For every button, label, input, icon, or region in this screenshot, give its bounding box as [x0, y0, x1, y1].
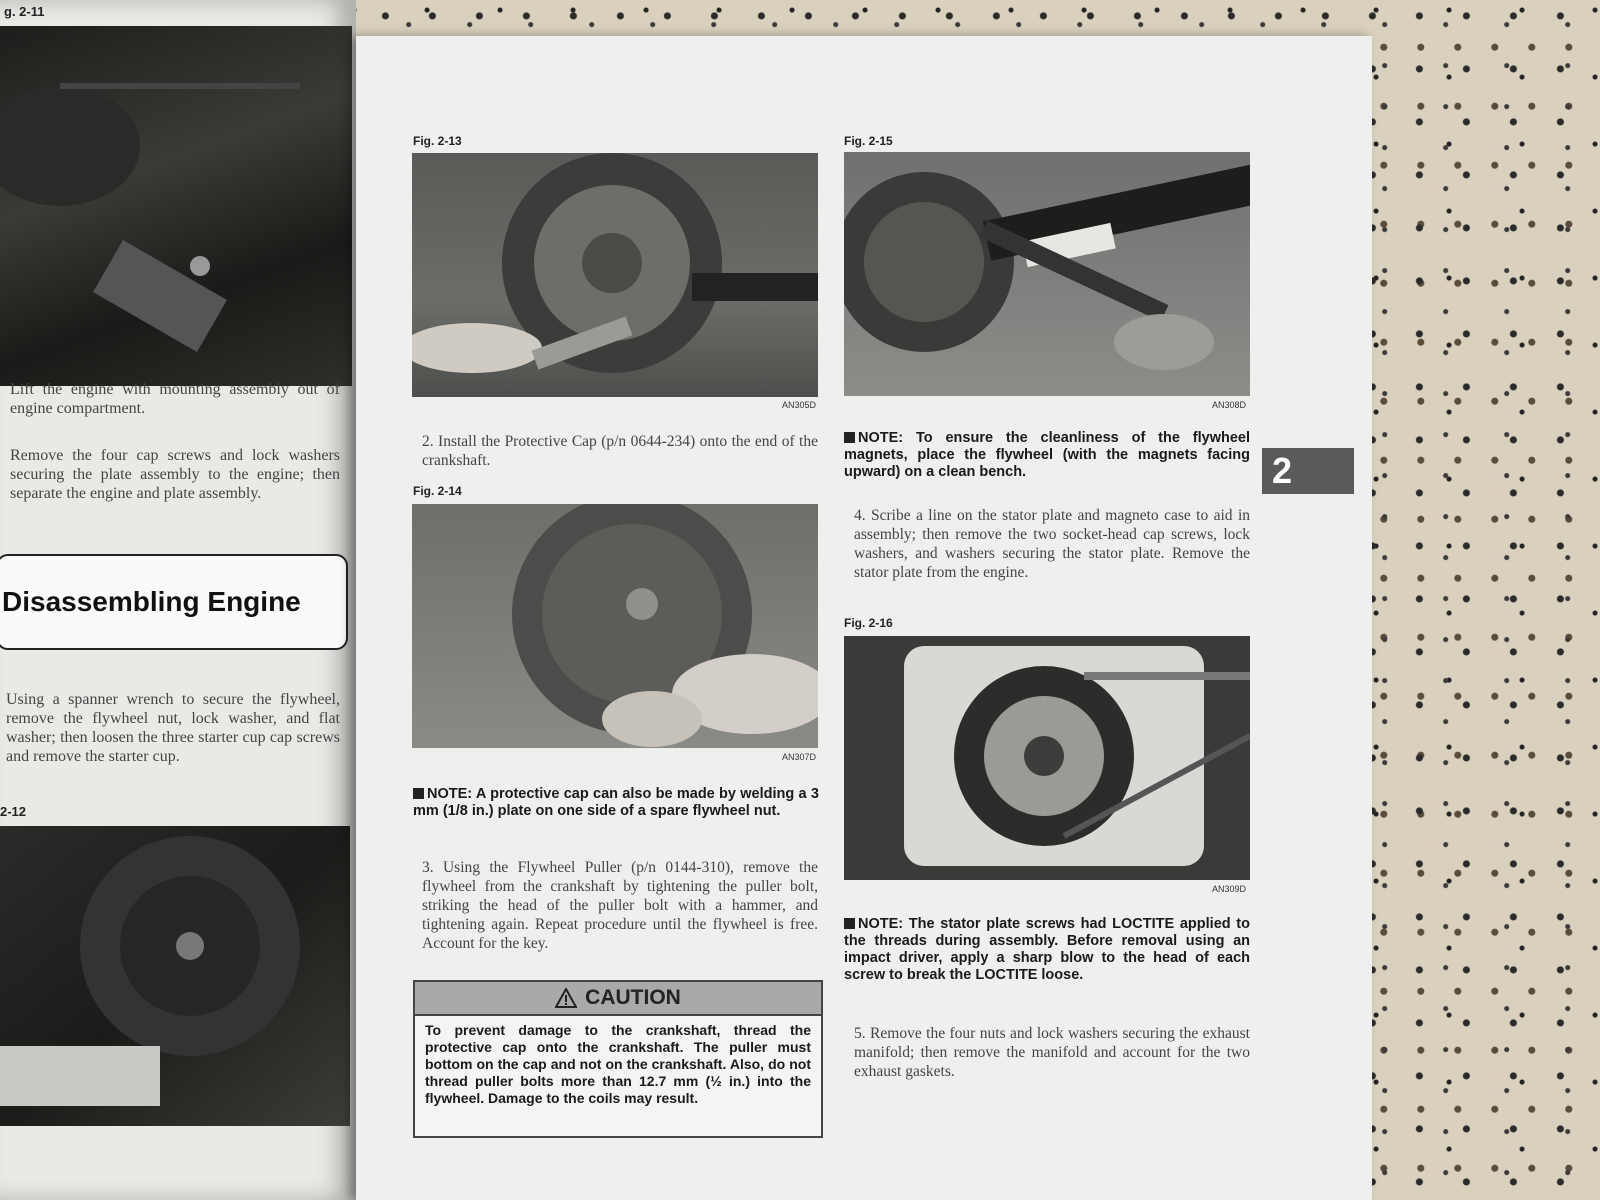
- section-tab: 2: [1262, 448, 1354, 494]
- note-square-icon: [413, 788, 424, 799]
- fig-2-16-label: Fig. 2-16: [844, 616, 893, 630]
- fig-2-12-photo: [0, 826, 350, 1126]
- fig-2-13-label: Fig. 2-13: [413, 134, 462, 148]
- note-1-text: NOTE: A protective cap can also be made by welding a 3 mm (1/8 in.) plate on one side of a spare flywheel nut.: [413, 786, 819, 819]
- note-2: [844, 430, 1250, 481]
- fig-2-15-label: Fig. 2-15: [844, 134, 893, 148]
- left-paragraph-3: Using a spanner wrench to secure the flywheel, remove the flywheel nut, lock washer, and flat washer; then loosen the three starter cup cap screws and remove the starter cup.: [6, 691, 340, 765]
- note-2-text: NOTE: To ensure the cleanliness of the flywheel magnets, place the flywheel (with the magnets facing upward) on a clean bench.: [844, 430, 1250, 480]
- fig-2-12-label: 2-12: [0, 804, 27, 819]
- flywheel-nut-photo-graphic: [412, 504, 818, 748]
- protective-cap-photo-graphic: [412, 153, 818, 397]
- flywheel-puller-photo-graphic: [844, 152, 1250, 396]
- fig-2-13-code: AN305D: [782, 400, 817, 410]
- fig-2-15-code: AN308D: [1212, 400, 1247, 410]
- step-2: 2. Install the Protective Cap (p/n 0644-234) onto the end of the crankshaft.: [422, 433, 818, 469]
- fig-2-16-photo: [844, 636, 1250, 880]
- caution-box: [413, 980, 823, 1138]
- fig-2-13-photo: [412, 153, 818, 397]
- section-heading-box: [0, 554, 348, 650]
- note-3: [844, 916, 1250, 984]
- note-square-icon: [844, 918, 855, 929]
- caution-title: CAUTION: [585, 986, 681, 1009]
- engine-photo-graphic: [0, 26, 352, 386]
- caution-text: To prevent damage to the crankshaft, thread the protective cap onto the crankshaft. The puller must bottom on the cap and not on the crankshaft. Also, do not thread puller bolts more than 12.7 mm (½ in.) into the flywheel. Damage to the coils may result.: [425, 1022, 811, 1106]
- note-1: [413, 786, 819, 820]
- note-3-text: NOTE: The stator plate screws had LOCTITE applied to the threads during assembly. Before removal using an impact driver, apply a sharp blow to the head of each screw to break the LOCTITE loose.: [844, 916, 1250, 983]
- step-5: 5. Remove the four nuts and lock washers securing the exhaust manifold; then remove the manifold and account for the two exhaust gaskets.: [854, 1025, 1250, 1080]
- left-page: [0, 0, 356, 1200]
- fig-2-14-photo: [412, 504, 818, 748]
- stator-plate-photo-graphic: [844, 636, 1250, 880]
- fig-2-16-code: AN309D: [1212, 884, 1247, 894]
- warning-triangle-icon: [555, 988, 577, 1008]
- flywheel-photo-graphic: [0, 826, 350, 1126]
- fig-2-15-photo: [844, 152, 1250, 396]
- caution-header: [415, 982, 821, 1016]
- note-square-icon: [844, 432, 855, 443]
- fig-2-14-label: Fig. 2-14: [413, 484, 462, 498]
- fig-2-11-label: g. 2-11: [4, 4, 45, 19]
- step-4: 4. Scribe a line on the stator plate and magneto case to aid in assembly; then remove the two socket-head cap screws, lock washers, and washers securing the stator plate. Remove the stator plate from the engine.: [854, 507, 1250, 581]
- step-3: 3. Using the Flywheel Puller (p/n 0144-310), remove the flywheel from the crankshaft by tightening the puller bolt, striking the head of the puller bolt with a hammer, and tightening again. Repeat procedure until the flywheel is free. Account for the key.: [422, 859, 818, 952]
- left-paragraph-2: Remove the four cap screws and lock washers securing the plate assembly to the engine; then separate the engine and plate assembly.: [10, 447, 340, 502]
- fig-2-14-code: AN307D: [782, 752, 817, 762]
- section-heading: Disassembling Engine: [2, 586, 301, 617]
- fig-2-11-photo: [0, 26, 352, 386]
- right-page: [356, 36, 1372, 1200]
- left-paragraph-1: Lift the engine with mounting assembly out of engine compartment.: [10, 381, 340, 417]
